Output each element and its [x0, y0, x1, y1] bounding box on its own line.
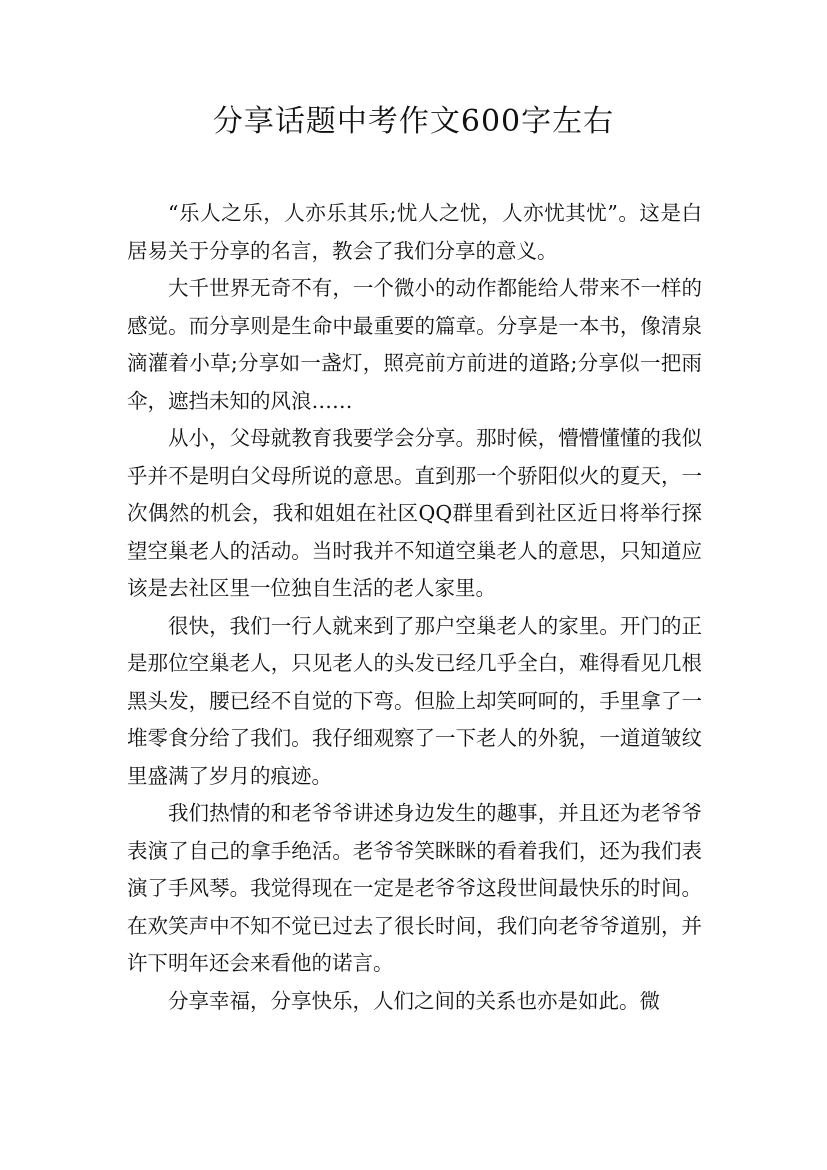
paragraph: 分享幸福，分享快乐，人们之间的关系也亦是如此。微 — [168, 988, 660, 1013]
paragraph: 从小，父母就教育我要学会分享。那时候，懵懵懂懂的我似乎并不是明白父母所说的意思。直到那一个骄阳似火的夏天，一次偶然的机会，我和姐姐在社区QQ群里看到社区近日将举行探望空巢老人的活动。当时我并不知道空巢老人的意思，只知道应该是去社区里一位独自生活的老人家里。 — [127, 426, 702, 600]
paragraph: 我们热情的和老爷爷讲述身边发生的趣事，并且还为老爷爷表演了自己的拿手绝活。老爷爷笑眯眯的看着我们，还为我们表演了手风琴。我觉得现在一定是老爷爷这段世间最快乐的时间。在欢笑声中不知不觉已过去了很长时间，我们向老爷爷道别，并许下明年还会来看他的诺言。 — [127, 801, 702, 975]
paragraph: 大千世界无奇不有，一个微小的动作都能给人带来不一样的感觉。而分享则是生命中最重要的篇章。分享是一本书，像清泉滴灌着小草;分享如一盏灯，照亮前方前进的道路;分享似一把雨伞，遮挡未知的风浪…… — [127, 276, 702, 413]
paragraph: “乐人之乐，人亦乐其乐;忧人之忧，人亦忧其忧”。这是白居易关于分享的名言，教会了我们分享的意义。 — [127, 201, 702, 263]
document-body — [127, 195, 702, 1020]
paragraph: 很快，我们一行人就来到了那户空巢老人的家里。开门的正是那位空巢老人，只见老人的头发已经几乎全白，难得看见几根黑头发，腰已经不自觉的下弯。但脸上却笑呵呵的，手里拿了一堆零食分给了我们。我仔细观察了一下老人的外貌，一道道皱纹里盛满了岁月的痕迹。 — [127, 613, 702, 788]
document-title: 分享话题中考作文600字左右 — [212, 104, 615, 139]
